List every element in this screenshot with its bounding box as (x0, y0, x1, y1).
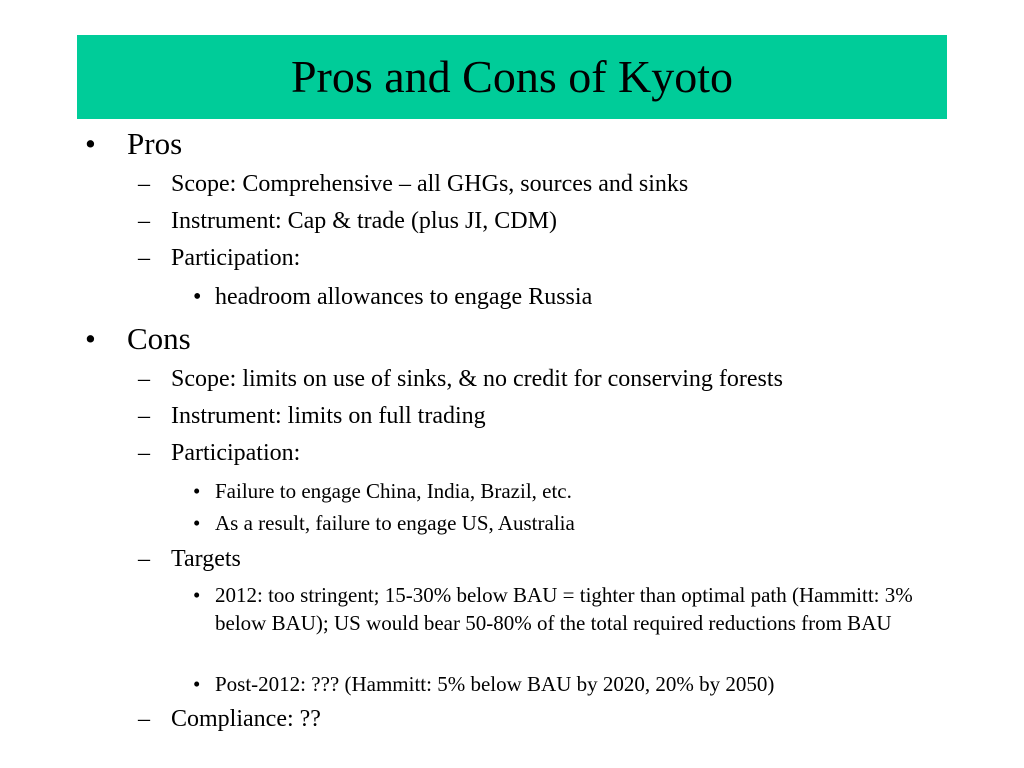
cons-participation-sub-2: As a result, failure to engage US, Australia (215, 511, 575, 535)
list-item (193, 284, 592, 311)
bullet-marker: • (85, 321, 96, 356)
dash-marker: – (138, 245, 150, 271)
dash-marker: – (138, 403, 150, 429)
bullet-marker: • (193, 672, 201, 696)
pros-instrument: Instrument: Cap & trade (plus JI, CDM) (171, 208, 557, 234)
cons-scope: Scope: limits on use of sinks, & no credit for conserving forests (171, 366, 783, 392)
list-item (138, 403, 486, 430)
bullet-marker: • (193, 284, 202, 310)
list-item (193, 581, 935, 637)
dash-marker: – (138, 171, 150, 197)
list-item (138, 366, 783, 393)
heading-pros: Pros (127, 126, 183, 161)
dash-marker: – (138, 440, 150, 466)
pros-participation-sub: headroom allowances to engage Russia (215, 284, 593, 310)
list-item (138, 245, 300, 272)
cons-compliance: Compliance: ?? (171, 706, 321, 732)
bullet-marker: • (193, 511, 201, 535)
bullet-marker: • (193, 583, 201, 607)
pros-participation: Participation: (171, 245, 301, 271)
cons-participation: Participation: (171, 440, 301, 466)
dash-marker: – (138, 546, 150, 572)
cons-targets-sub-1: 2012: too stringent; 15-30% below BAU = tighter than optimal path (Hammitt: 3% below BAU); US would bear 50-80% of the total required reductions from BAU (215, 583, 913, 635)
dash-marker: – (138, 366, 150, 392)
list-item (138, 171, 688, 198)
list-item (193, 672, 774, 697)
dash-marker: – (138, 208, 150, 234)
cons-targets: Targets (171, 546, 241, 572)
list-item (193, 479, 572, 504)
dash-marker: – (138, 706, 150, 732)
list-item-cons (85, 321, 191, 357)
pros-scope: Scope: Comprehensive – all GHGs, sources and sinks (171, 171, 689, 197)
list-item (138, 706, 321, 733)
heading-cons: Cons (127, 321, 191, 356)
list-item (138, 546, 241, 573)
list-item-pros (85, 126, 182, 162)
cons-participation-sub-1: Failure to engage China, India, Brazil, etc. (215, 479, 572, 503)
bullet-marker: • (193, 479, 201, 503)
list-item (138, 208, 557, 235)
bullet-marker: • (85, 126, 96, 161)
cons-instrument: Instrument: limits on full trading (171, 403, 486, 429)
list-item (138, 440, 300, 467)
cons-targets-sub-2: Post-2012: ??? (Hammitt: 5% below BAU by 2020, 20% by 2050) (215, 672, 775, 696)
list-item (193, 511, 575, 536)
slide-title: Pros and Cons of Kyoto (290, 51, 734, 102)
